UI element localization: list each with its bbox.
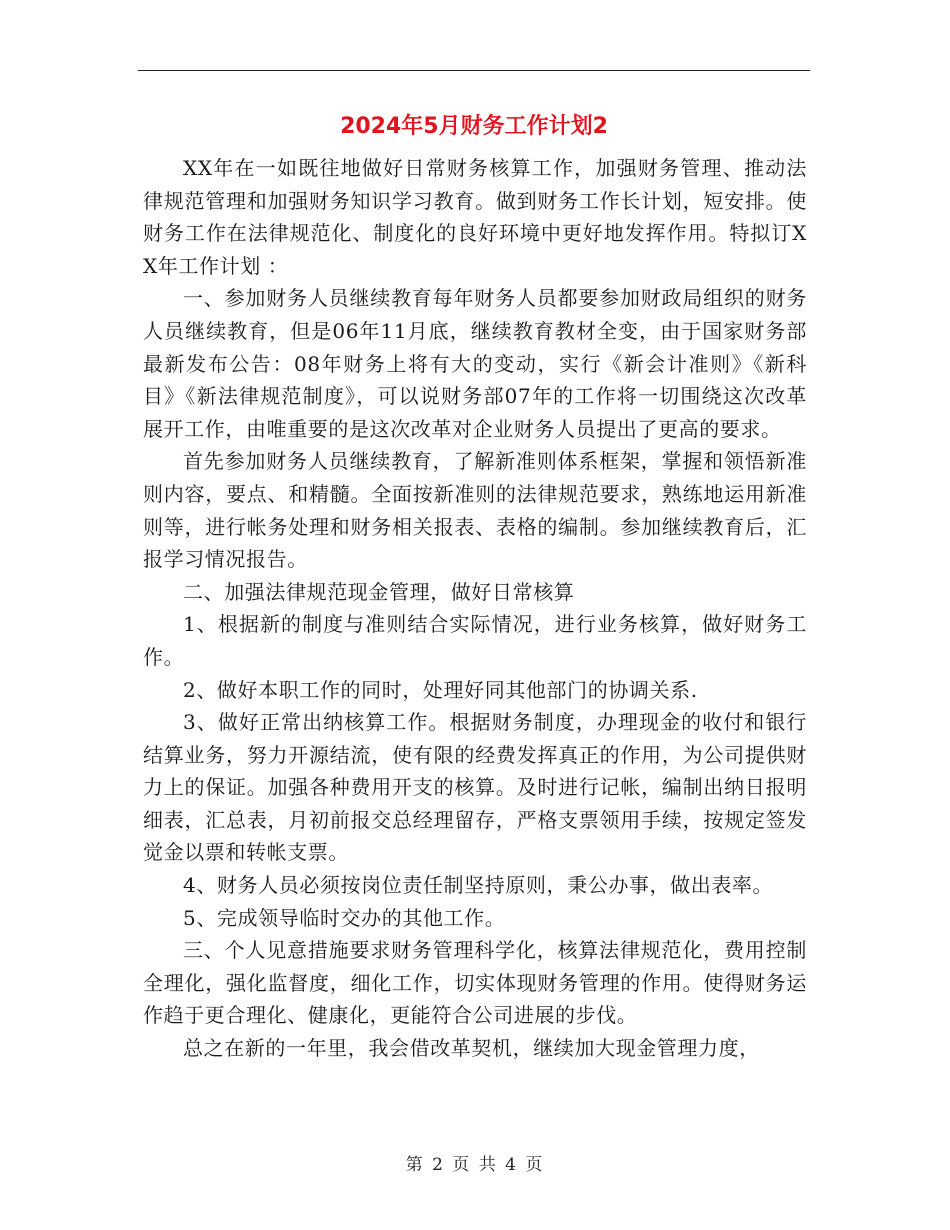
paragraph-conclusion: 总之在新的一年里，我会借改革契机，继续加大现金管理力度，: [183, 1036, 760, 1061]
paragraph-item-5: 5、完成领导临时交办的其他工作。: [183, 905, 506, 930]
paragraph-item-1: 1、根据新的制度与准则结合实际情况，进行业务核算，做好财务工作。: [143, 612, 807, 669]
paragraph-item-4: 4、财务人员必须按岗位责任制坚持原则，秉公办事，做出表率。: [183, 873, 774, 898]
paragraph-section-3: 三、个人见意措施要求财务管理科学化，核算法律规范化，费用控制全理化，强化监督度，细化工作，切实体现财务管理的作用。使得财务运作趋于更合理化、健康化，更能符合公司进展的步伐。: [143, 938, 807, 1028]
paragraph-section-1: 一、参加财务人员继续教育每年财务人员都要参加财政局组织的财务人员继续教育，但是06年11月底，继续教育教材全变，由于国家财务部最新发布公告：08年财务上将有大的变动，实行《新会计准则》《新科目》《新法律规范制度》，可以说财务部07年的工作将一切围绕这次改革展开工作，由唯重要的是这次改革对企业财务人员提出了更高的要求。: [143, 286, 807, 441]
header-rule: [138, 70, 810, 71]
paragraph-section-1-detail: 首先参加财务人员继续教育，了解新准则体系框架，掌握和领悟新准则内容，要点、和精髓。全面按新准则的法律规范要求，熟练地运用新准则等，进行帐务处理和财务相关报表、表格的编制。参加继续教育后，汇报学习情况报告。: [143, 449, 807, 572]
document-title: 2024年5月财务工作计划2: [340, 114, 608, 139]
document-body: [143, 152, 807, 1065]
paragraph-item-2: 2、做好本职工作的同时，处理好同其他部门的协调关系.: [183, 677, 698, 702]
paragraph-section-2-heading: 二、加强法律规范现金管理，做好日常核算: [183, 579, 575, 604]
paragraph-intro: XX年在一如既往地做好日常财务核算工作，加强财务管理、推动法律规范管理和加强财务知识学习教育。做到财务工作长计划，短安排。使财务工作在法律规范化、制度化的良好环境中更好地发挥作用。特拟订XX年工作计划 ：: [143, 156, 807, 278]
paragraph-item-3: 3、做好正常出纳核算工作。根据财务制度，办理现金的收付和银行结算业务，努力开源结流，使有限的经费发挥真正的作用，为公司提供财力上的保证。加强各种费用开支的核算。及时进行记帐，编制出纳日报明细表，汇总表，月初前报交总经理留存，严格支票领用手续，按规定签发觉金以票和转帐支票。: [143, 710, 807, 865]
page-number-footer: 第 2 页 共 4 页: [405, 1155, 545, 1175]
